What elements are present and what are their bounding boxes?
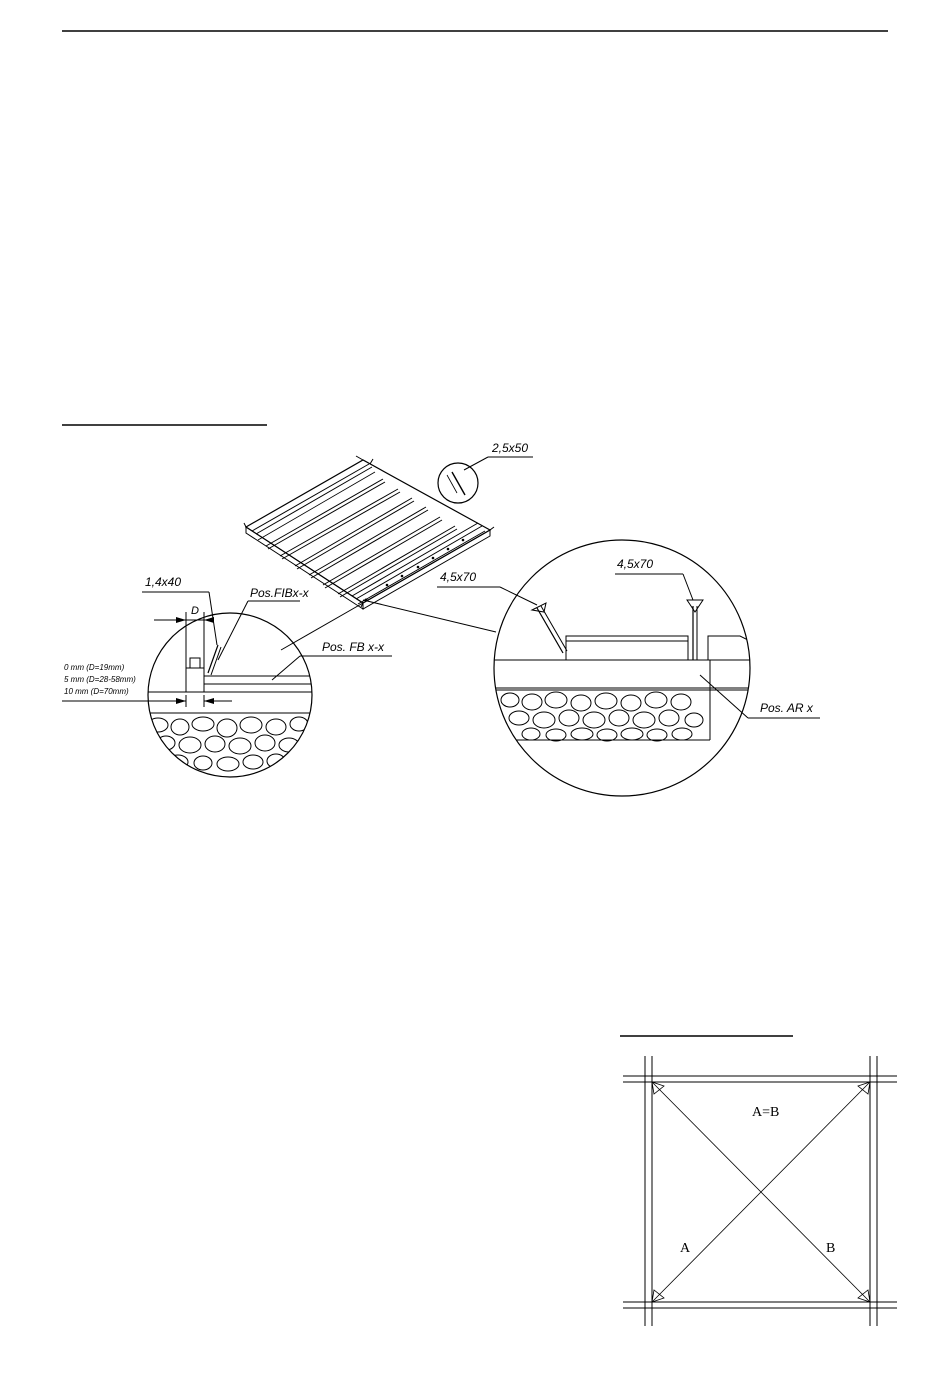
label-a: A	[680, 1241, 691, 1256]
equation-label: A=B	[752, 1105, 780, 1120]
label-fibx: Pos.FIBx-x	[250, 586, 309, 600]
screw-top-label: 2,5x50	[492, 441, 529, 455]
dim-d-label: D	[191, 605, 199, 617]
right-detail-circle	[490, 540, 760, 796]
gap-note-2: 10 mm (D=70mm)	[64, 687, 129, 696]
label-fbx: Pos. FB x-x	[322, 640, 385, 654]
diagonal-check-diagram	[623, 1056, 897, 1326]
screw-right-a-label: 4,5x70	[440, 570, 477, 584]
gap-note-1: 5 mm (D=28-58mm)	[64, 675, 136, 684]
label-b: B	[826, 1241, 836, 1256]
screw-left-label: 1,4x40	[145, 575, 182, 589]
gap-note-0: 0 mm (D=19mm)	[64, 663, 125, 672]
label-arx: Pos. AR x	[760, 701, 813, 715]
screw-right-b-label: 4,5x70	[617, 557, 654, 571]
